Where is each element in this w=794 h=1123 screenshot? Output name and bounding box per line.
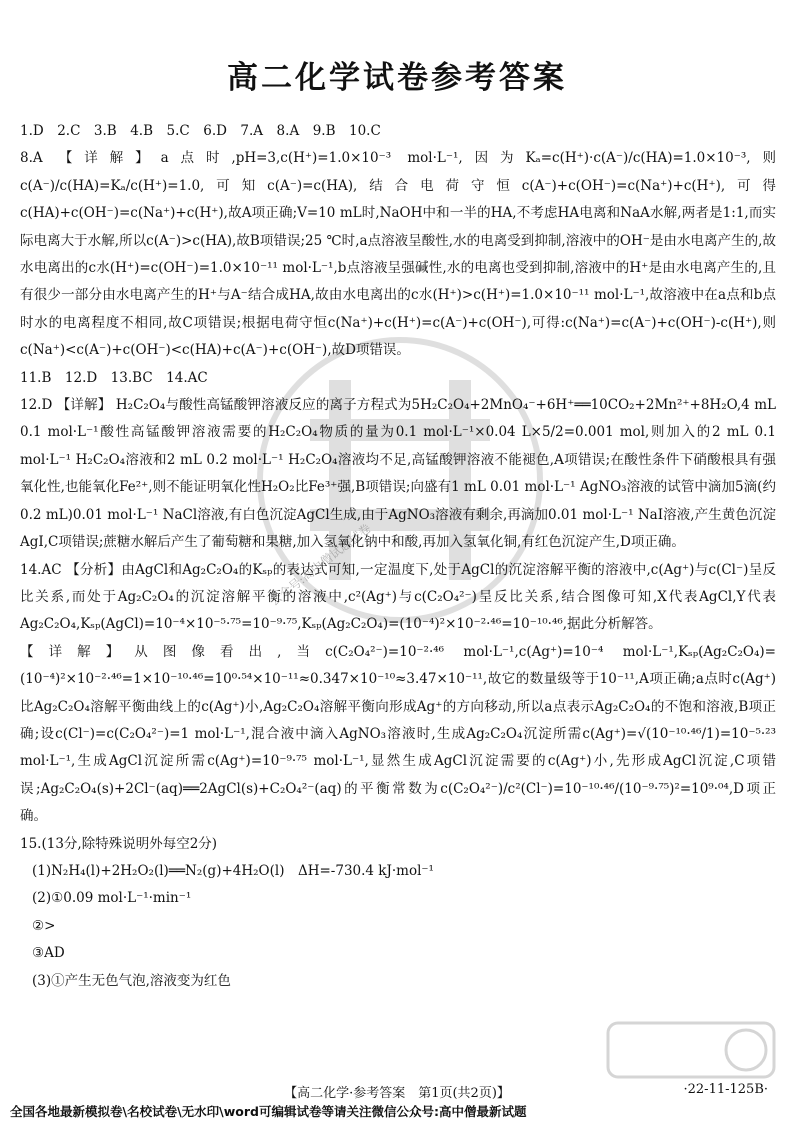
corner-logo-icon [606,1015,776,1085]
question-8-explanation: 8.A 【详解】a点时,pH=3,c(H⁺)=1.0×10⁻³ mol·L⁻¹,因为Kₐ=c(H⁺)·c(A⁻)/c(HA)=1.0×10⁻³,则c(A⁻)/c(HA)=Kₐ/c(H⁺)=1.0,可知c(A⁻)=c(HA),结合电荷守恒c(A⁻)+c(OH⁻)=c(Na⁺)+c(H⁺),可得c(HA)+c(OH⁻)=c(Na⁺)+c(H⁺),故A项正确;V=10 mL时,NaOH中和一半的HA,不考虑HA电离和NaA水解,两者是1:1,而实际电离大于水解,所以c(A⁻)>c(HA),故B项错误;25 ℃时,a点溶液呈酸性,水的电离受到抑制,溶液中的OH⁻是由水电离产生的,故水电离出的c水(H⁺)=c(OH⁻)=1.0×10⁻¹¹ mol·L⁻¹,b点溶液呈强碱性,水的电离也受到抑制,溶液中的H⁺是由水电离产生的,且有很少一部分由水电离产生的H⁺与A⁻结合成HA,故由水电离出的c水(H⁺)>c(H⁺)=1.0×10⁻¹¹ mol·L⁻¹,故溶液中在a点和b点时水的电离程度不相同,故C项错误;根据电荷守恒c(Na⁺)+c(H⁺)=c(A⁻)+c(OH⁻),可得:c(Na⁺)=c(A⁻)+c(OH⁻)-c(H⁺),则c(Na⁺)<c(A⁻)+c(OH⁻)<c(HA)+c(A⁻)+c(OH⁻),故D项错误。 [20,150,776,359]
footer-center-text: 【高二化学·参考答案 第1页(共2页)】 [284,1086,510,1101]
question-15-part-2c: ③AD [32,945,65,962]
question-14-detail: 【详解】从图像看出,当c(C₂O₄²⁻)=10⁻²·⁴⁶ mol·L⁻¹,c(Ag⁺)=10⁻⁴ mol·L⁻¹,Kₛₚ(Ag₂C₂O₄)=(10⁻⁴)²×10⁻²·⁴⁶=1×10⁻¹⁰·⁴⁶=10⁰·⁵⁴×10⁻¹¹≈0.347×10⁻¹⁰≈3.47×10⁻¹¹,故它的数量级等于10⁻¹¹,A项正确;a点时c(Ag⁺)比Ag₂C₂O₄溶解平衡曲线上的c(Ag⁺)小,Ag₂C₂O₄溶解平衡向形成Ag⁺的方向移动,所以a点表示Ag₂C₂O₄的不饱和溶液,B项正确;设c(Cl⁻)=c(C₂O₄²⁻)=1 mol·L⁻¹,混合液中滴入AgNO₃溶液时,生成Ag₂C₂O₄沉淀所需c(Ag⁺)=√(10⁻¹⁰·⁴⁶/1)=10⁻⁵·²³ mol·L⁻¹,生成AgCl沉淀所需c(Ag⁺)=10⁻⁹·⁷⁵ mol·L⁻¹,显然生成AgCl沉淀需要的c(Ag⁺)小,先形成AgCl沉淀,C项错误;Ag₂C₂O₄(s)+2Cl⁻(aq)══2AgCl(s)+C₂O₄²⁻(aq)的平衡常数为c(C₂O₄²⁻)/c²(Cl⁻)=10⁻¹⁰·⁴⁶/(10⁻⁹·⁷⁵)²=10⁹·⁰⁴,D项正确。 [20,643,776,825]
question-12-explanation: 12.D 【详解】 H₂C₂O₄与酸性高锰酸钾溶液反应的离子方程式为5H₂C₂O₄+2MnO₄⁻+6H⁺══10CO₂+2Mn²⁺+8H₂O,4 mL 0.1 mol·L⁻¹酸性高锰酸钾溶液需要的H₂C₂O₄物质的量为0.1 mol·L⁻¹×0.04 L×5/2=0.001 mol,则加入的2 mL 0.1 mol·L⁻¹ H₂C₂O₄溶液和2 mL 0.2 mol·L⁻¹ H₂C₂O₄溶液均不足,高锰酸钾溶液不能褪色,A项错误;在酸性条件下硝酸根具有强氧化性,也能氧化Fe²⁺,则不能证明氧化性H₂O₂比Fe³⁺强,B项错误;向盛有1 mL 0.01 mol·L⁻¹ AgNO₃溶液的试管中滴加5滴(约0.2 mL)0.01 mol·L⁻¹ NaCl溶液,有白色沉淀AgCl生成,由于AgNO₃溶液有剩余,再滴加0.01 mol·L⁻¹ NaI溶液,产生黄色沉淀AgI,C项错误;蔗糖水解后产生了葡萄糖和果糖,加入氢氧化钠中和酸,再加入氢氧化铜,有红色沉淀产生,D项正确。 [20,397,776,551]
page-footer [0,1082,794,1102]
page-title: 高二化学试卷参考答案 [227,60,567,96]
answer-content [20,118,776,995]
answers-11-14: 11.B 12.D 13.BC 14.AC [20,369,208,386]
watermark-stamp-text: 公众号:高中僧试题试卷 [267,521,374,609]
question-15-part-3: (3)①产生无色气泡,溶液变为红色 [32,972,231,989]
question-15-part-2: (2)①0.09 mol·L⁻¹·min⁻¹ [32,890,192,907]
answers-1-10: 1.D 2.C 3.B 4.B 5.C 6.D 7.A 8.A 9.B 10.C [20,123,381,139]
bottom-notice: 全国各地最新模拟卷\名校试卷\无水印\word可编辑试卷等请关注微信公众号:高中僧最新试题 [10,1104,527,1119]
question-15-header: 15.(13分,除特殊说明外每空2分) [20,835,218,852]
question-14-analysis: 14.AC 【分析】由AgCl和Ag₂C₂O₄的Kₛₚ的表达式可知,一定温度下,处于AgCl的沉淀溶解平衡的溶液中,c(Ag⁺)与c(Cl⁻)呈反比关系,而处于Ag₂C₂O₄的沉淀溶解平衡的溶液中,c²(Ag⁺)与c(C₂O₄²⁻)呈反比关系,结合图像可知,X代表AgCl,Y代表Ag₂C₂O₄,Kₛₚ(AgCl)=10⁻⁴×10⁻⁵·⁷⁵=10⁻⁹·⁷⁵,Kₛₚ(Ag₂C₂O₄)=(10⁻⁴)²×10⁻²·⁴⁶=10⁻¹⁰·⁴⁶,据此分析解答。 [20,561,776,633]
question-15-part-2b: ②> [32,917,56,934]
question-15-part-1: (1)N₂H₄(l)+2H₂O₂(l)══N₂(g)+4H₂O(l) ΔH=-730.4 kJ·mol⁻¹ [32,862,434,879]
footer-code: ·22-11-125B· [683,1082,768,1097]
